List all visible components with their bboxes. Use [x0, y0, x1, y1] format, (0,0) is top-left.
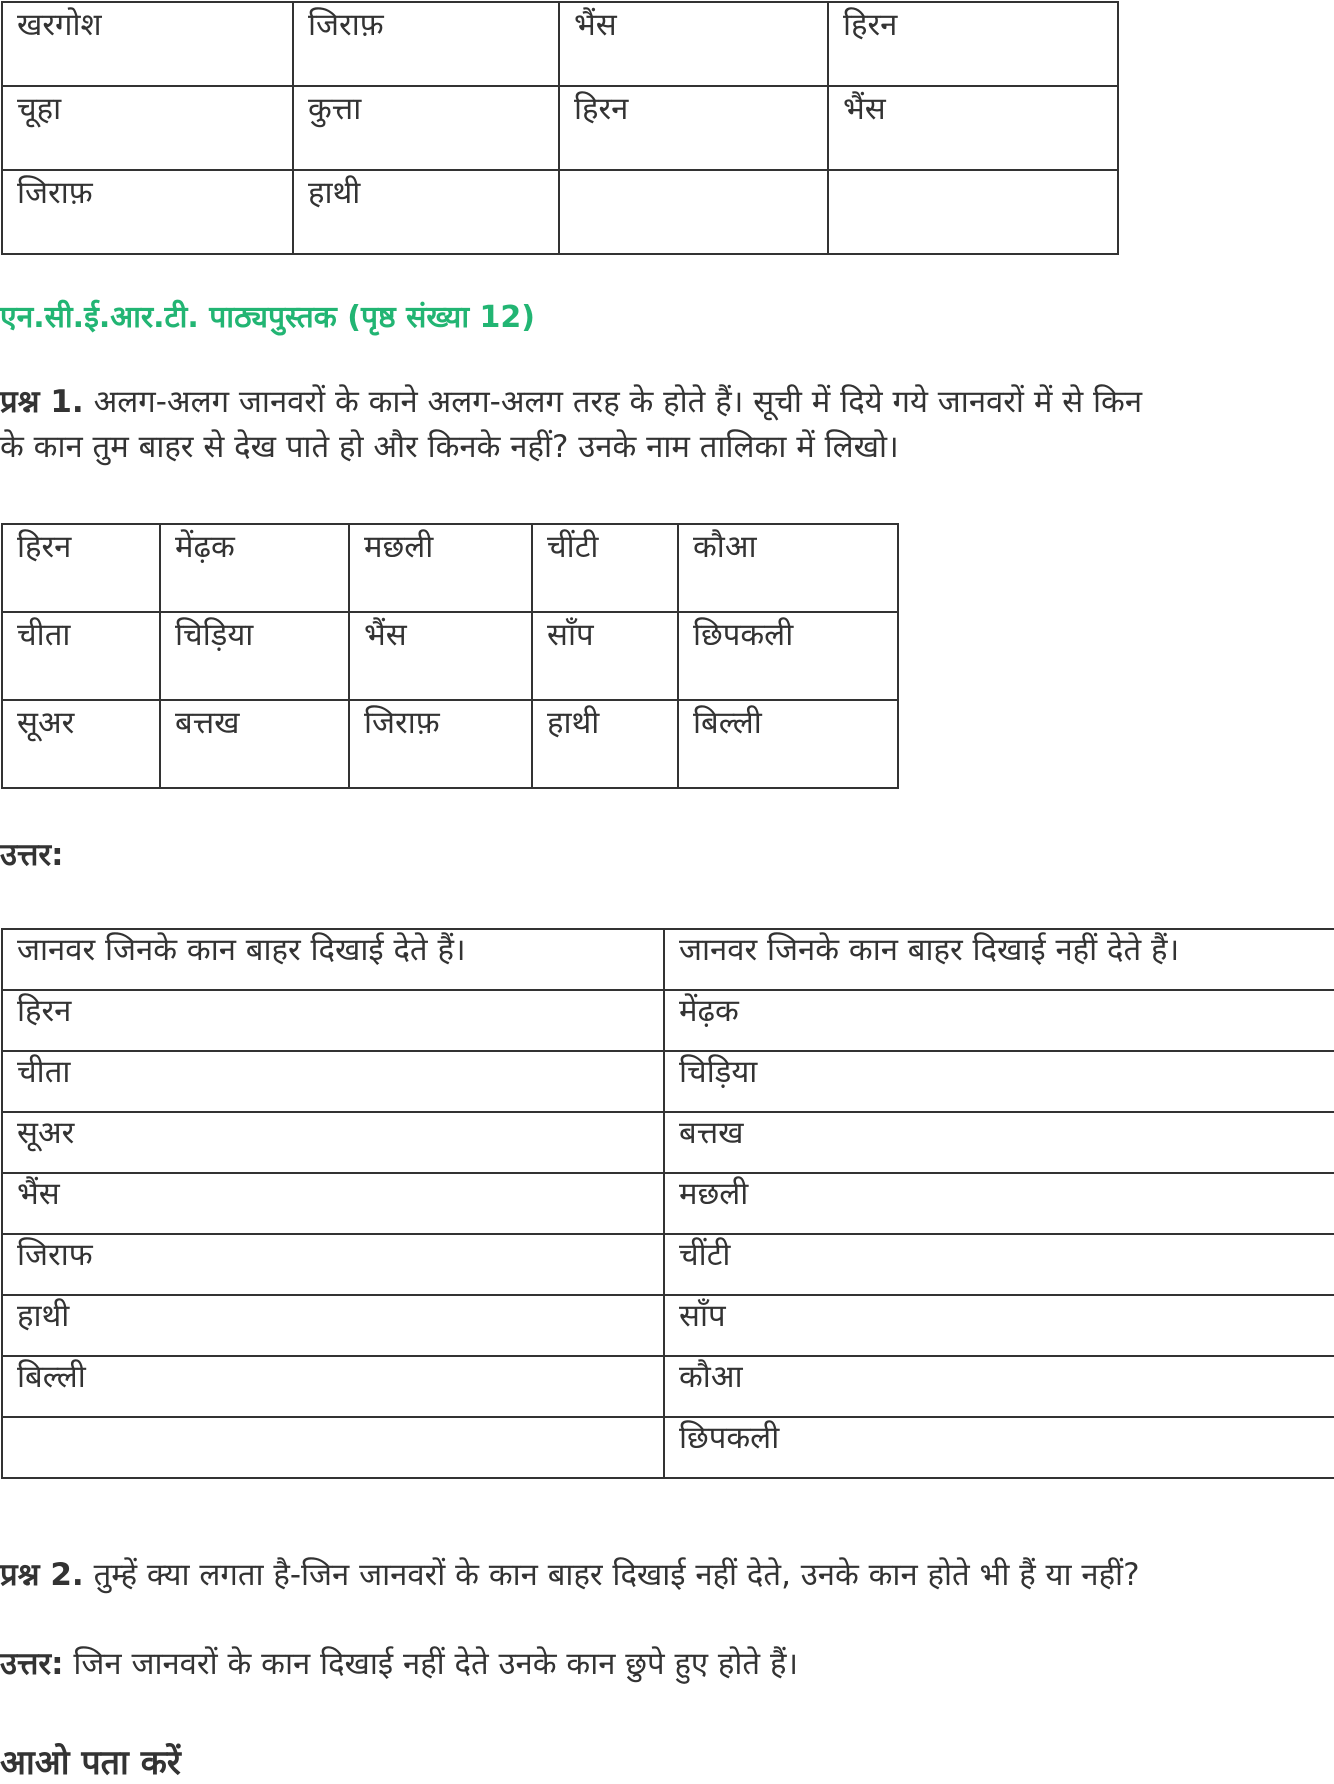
table-cell: बत्तख	[664, 1112, 1334, 1173]
table-cell: हिरन	[828, 2, 1118, 86]
table-cell: भैंस	[2, 1173, 664, 1234]
table-cell: चीता	[2, 1051, 664, 1112]
table-cell: जिराफ़	[349, 700, 532, 788]
table-cell: कुत्ता	[293, 86, 559, 170]
table-row	[2, 700, 898, 788]
table-cell: हिरन	[559, 86, 828, 170]
table-cell: मेंढ़क	[160, 524, 349, 612]
table-cell: छिपकली	[678, 612, 898, 700]
table-header-row	[2, 929, 1334, 990]
table-cell: सूअर	[2, 700, 160, 788]
answer-label: उत्तर:	[0, 837, 64, 873]
table-cell: चीता	[2, 612, 160, 700]
table-row	[2, 1051, 1334, 1112]
table-cell: चींटी	[532, 524, 678, 612]
table-cell: छिपकली	[664, 1417, 1334, 1478]
table-cell: कौआ	[664, 1356, 1334, 1417]
table-cell: भैंस	[828, 86, 1118, 170]
table-cell: मेंढ़क	[664, 990, 1334, 1051]
table-row	[2, 990, 1334, 1051]
table-cell: चूहा	[2, 86, 293, 170]
table-row	[2, 1295, 1334, 1356]
table-cell: हाथी	[532, 700, 678, 788]
answer-1-label	[0, 833, 64, 878]
column-header: जानवर जिनके कान बाहर दिखाई नहीं देते हैं।	[664, 929, 1334, 990]
animals-table-2	[1, 523, 899, 789]
table-cell: जिराफ	[2, 1234, 664, 1295]
question-2	[0, 1553, 1140, 1598]
table-cell: चिड़िया	[664, 1051, 1334, 1112]
question-1	[0, 380, 1142, 470]
table-cell: मछली	[349, 524, 532, 612]
table-cell	[559, 170, 828, 254]
animals-table-1	[1, 1, 1119, 255]
table-cell: खरगोश	[2, 2, 293, 86]
answer-2-label: उत्तर:	[0, 1646, 64, 1682]
table-cell: हिरन	[2, 990, 664, 1051]
table-cell: सूअर	[2, 1112, 664, 1173]
table-cell: मछली	[664, 1173, 1334, 1234]
table-row	[2, 170, 1118, 254]
table-cell: बिल्ली	[678, 700, 898, 788]
question-2-text: तुम्हें क्या लगता है-जिन जानवरों के कान बाहर दिखाई नहीं देते, उनके कान होते भी हैं या नहीं?	[93, 1557, 1140, 1593]
table-cell: जिराफ़	[293, 2, 559, 86]
table-row	[2, 524, 898, 612]
column-header: जानवर जिनके कान बाहर दिखाई देते हैं।	[2, 929, 664, 990]
table-cell: साँप	[532, 612, 678, 700]
question-1-line1: अलग-अलग जानवरों के काने अलग-अलग तरह के होते हैं। सूची में दिये गये जानवरों में से किन	[93, 384, 1143, 420]
table-cell: चींटी	[664, 1234, 1334, 1295]
table-cell: बिल्ली	[2, 1356, 664, 1417]
answer-2	[0, 1642, 798, 1687]
table-cell: चिड़िया	[160, 612, 349, 700]
ears-answer-table	[1, 928, 1334, 1479]
table-cell: कौआ	[678, 524, 898, 612]
table-cell: हाथी	[293, 170, 559, 254]
table-cell: साँप	[664, 1295, 1334, 1356]
table-cell: भैंस	[559, 2, 828, 86]
table-row	[2, 612, 898, 700]
table-row	[2, 1356, 1334, 1417]
table-row	[2, 1112, 1334, 1173]
table-cell: भैंस	[349, 612, 532, 700]
question-2-label: प्रश्न 2.	[0, 1557, 84, 1593]
answer-2-text: जिन जानवरों के कान दिखाई नहीं देते उनके कान छुपे हुए होते हैं।	[73, 1646, 799, 1682]
table-cell: हिरन	[2, 524, 160, 612]
table-cell: बत्तख	[160, 700, 349, 788]
table-cell: जिराफ़	[2, 170, 293, 254]
question-1-line2: के कान तुम बाहर से देख पाते हो और किनके नहीं? उनके नाम तालिका में लिखो।	[0, 429, 899, 465]
table-cell: हाथी	[2, 1295, 664, 1356]
next-section-heading: आओ पता करें	[0, 1743, 181, 1783]
table-cell	[2, 1417, 664, 1478]
table-row	[2, 86, 1118, 170]
question-1-label: प्रश्न 1.	[0, 384, 84, 420]
table-row	[2, 1234, 1334, 1295]
table-cell	[828, 170, 1118, 254]
section-heading: एन.सी.ई.आर.टी. पाठ्यपुस्तक (पृष्ठ संख्या 12)	[0, 300, 536, 335]
table-row	[2, 1173, 1334, 1234]
table-row	[2, 1417, 1334, 1478]
table-row	[2, 2, 1118, 86]
